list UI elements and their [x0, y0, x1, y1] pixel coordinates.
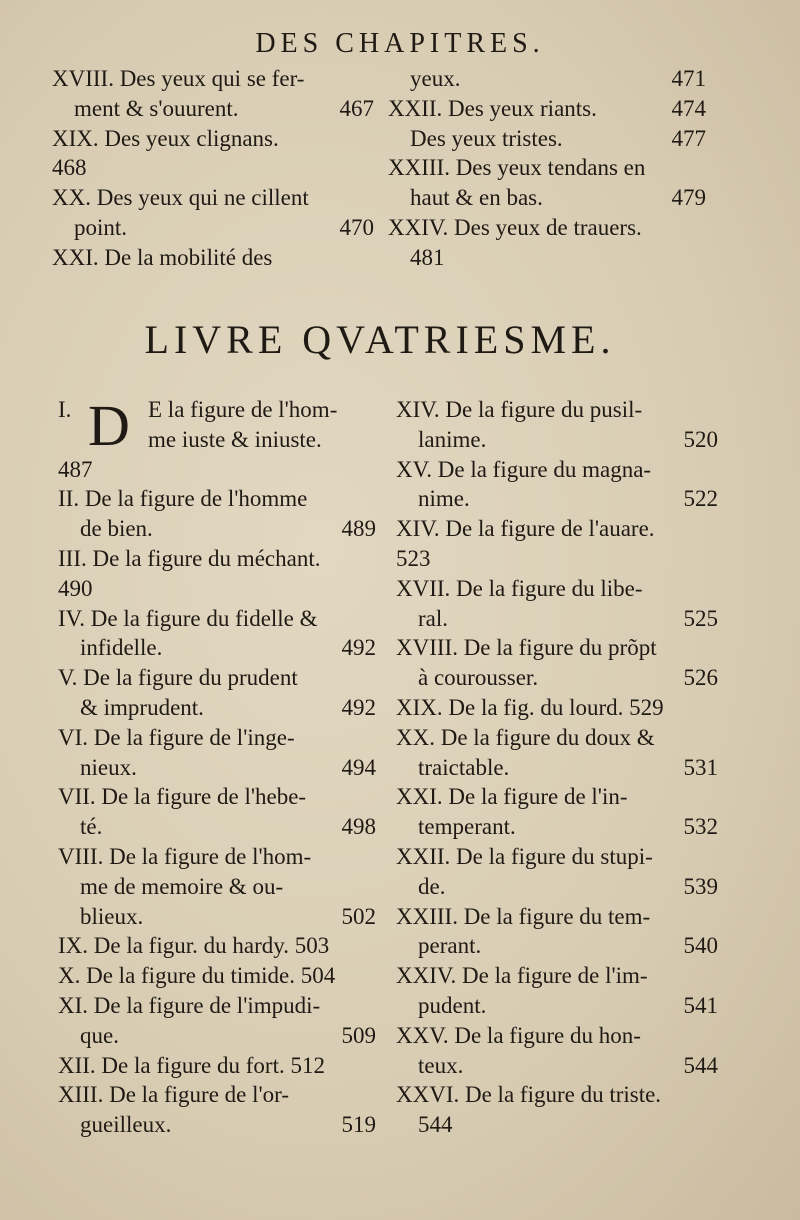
toc-line [52, 94, 374, 124]
page-number: 520 [683, 426, 718, 452]
entry-text: nieux. [80, 754, 137, 780]
entry-text: XIV. De la figure du pusil- [396, 397, 643, 422]
page-number: 474 [671, 95, 706, 121]
page-number: 544 [683, 1052, 718, 1078]
toc-line [388, 243, 706, 273]
entry-text: ment & s'ouurent. [74, 95, 239, 121]
toc-line [52, 213, 374, 243]
entry-text: infidelle. [80, 635, 163, 661]
page-number: 477 [671, 125, 706, 151]
entry-text: pudent. [418, 992, 487, 1018]
running-header: DES CHAPITRES. [255, 28, 545, 59]
page-number: 492 [341, 694, 376, 720]
toc-line [58, 782, 376, 812]
page-number: 489 [341, 516, 376, 542]
toc-line [396, 574, 718, 604]
page-number: 522 [683, 486, 718, 512]
page-number: 467 [339, 95, 374, 121]
entry-text: XVIII. Des yeux qui se fer- [52, 66, 305, 91]
toc-line [396, 902, 718, 932]
page-number: 540 [683, 933, 718, 959]
entry-text: XXI. De la figure de l'in- [396, 784, 628, 810]
entry-text: XXIV. De la figure de l'im- [396, 963, 648, 989]
toc-line [58, 1110, 376, 1140]
toc-line [396, 812, 718, 842]
toc-column-top-right [388, 64, 706, 273]
toc-line [396, 1110, 718, 1140]
entry-text: XX. De la figure du doux & [396, 724, 655, 750]
toc-line [58, 693, 376, 723]
toc-line [396, 723, 718, 753]
page-number: 471 [671, 66, 706, 91]
entry-text: temperant. [418, 814, 516, 840]
toc-line [396, 842, 718, 872]
page-number: 539 [683, 873, 718, 899]
drop-cap: D [88, 393, 130, 458]
entry-text: blieux. [80, 903, 144, 929]
toc-line [58, 484, 376, 514]
page-number: 502 [341, 903, 376, 929]
page-number: 532 [683, 814, 718, 840]
toc-line [396, 961, 718, 991]
toc-line [58, 723, 376, 753]
entry-text: 544 [418, 1112, 453, 1138]
page-number: 498 [341, 814, 376, 840]
toc-line [58, 931, 376, 961]
entry-text: 523 [396, 545, 431, 571]
toc-line [58, 961, 376, 991]
entry-text: XIX. Des yeux clignans. [52, 125, 279, 151]
entry-text: V. De la figure du prudent [58, 665, 298, 691]
entry-text: VII. De la figure de l'hebe- [58, 784, 307, 810]
page-number: 492 [341, 635, 376, 661]
toc-line [58, 872, 376, 902]
entry-text: IX. De la figur. du hardy. 503 [58, 933, 330, 959]
toc-line [396, 1051, 718, 1081]
toc-line [396, 782, 718, 812]
toc-line [58, 1080, 376, 1110]
toc-line [396, 633, 718, 663]
entry-text: XIV. De la figure de l'auare. [396, 516, 655, 542]
entry-text: XX. Des yeux qui ne cillent [52, 185, 309, 211]
entry-line: me iuste & iniuste. [148, 426, 322, 452]
toc-line [58, 902, 376, 932]
toc-line [58, 1021, 376, 1051]
toc-line [396, 753, 718, 783]
page-number: 526 [683, 665, 718, 691]
page-number: 509 [341, 1022, 376, 1048]
entry-text: VIII. De la figure de l'hom- [58, 843, 312, 869]
entry-text: XXII. De la figure du stupi- [396, 843, 653, 869]
section-title: LIVRE QVATRIESME. [144, 317, 616, 362]
toc-line [396, 693, 718, 723]
toc-line [396, 425, 718, 455]
entry-number: I. [58, 397, 72, 422]
entry-text: à courousser. [418, 665, 539, 691]
toc-line [58, 455, 376, 485]
toc-column-bottom-left [58, 395, 376, 1140]
entry-text: yeux. [410, 66, 461, 91]
toc-line [388, 94, 706, 124]
entry-text: té. [80, 814, 103, 840]
entry-text: XXIV. Des yeux de trauers. [388, 214, 642, 240]
entry-text: 487 [58, 456, 93, 482]
entry-text: VI. De la figure de l'inge- [58, 724, 295, 750]
entry-text: de bien. [80, 516, 153, 542]
first-entry [58, 393, 376, 458]
toc-line [58, 544, 376, 574]
page-number: 479 [671, 185, 706, 211]
toc-line [396, 991, 718, 1021]
toc-line [58, 663, 376, 693]
entry-text: XIII. De la figure de l'or- [58, 1082, 290, 1108]
entry-text: gueilleux. [80, 1112, 172, 1138]
entry-text: 490 [58, 575, 93, 601]
toc-line [58, 633, 376, 663]
entry-text: XVII. De la figure du libe- [396, 575, 643, 601]
toc-line [52, 64, 374, 94]
entry-text: lanime. [418, 426, 487, 452]
entry-text: & imprudent. [80, 694, 204, 720]
toc-line [396, 514, 718, 544]
page-number: 519 [341, 1112, 376, 1138]
entry-text: IV. De la figure du fidelle & [58, 605, 318, 631]
entry-text: XXIII. De la figure du tem- [396, 903, 651, 929]
entry-text: 468 [52, 155, 87, 181]
entry-list [58, 455, 376, 1140]
toc-line [58, 604, 376, 634]
entry-text: XII. De la figure du fort. 512 [58, 1052, 325, 1078]
entry-text: perant. [418, 933, 482, 959]
entry-text: XXIII. Des yeux tendans en [388, 155, 646, 181]
toc-line [52, 243, 374, 273]
entry-text: 481 [410, 244, 445, 270]
page-number: 531 [683, 754, 718, 780]
toc-line [396, 1080, 718, 1110]
page-number: 525 [683, 605, 718, 631]
toc-line [58, 842, 376, 872]
toc-line [396, 931, 718, 961]
toc-line [388, 213, 706, 243]
toc-line [396, 1021, 718, 1051]
toc-column-top-left [52, 64, 374, 273]
entry-text: XI. De la figure de l'impudi- [58, 992, 321, 1018]
entry-text: point. [74, 214, 128, 240]
entry-text: de. [418, 873, 446, 899]
entry-text: XXII. Des yeux riants. [388, 95, 597, 121]
toc-line [58, 753, 376, 783]
toc-line [396, 872, 718, 902]
toc-column-bottom-right [396, 395, 718, 1140]
entry-text: ral. [418, 605, 449, 631]
toc-line [396, 484, 718, 514]
entry-text: que. [80, 1022, 119, 1048]
toc-line [396, 544, 718, 574]
entry-text: traictable. [418, 754, 510, 780]
toc-line [58, 812, 376, 842]
entry-text: teux. [418, 1052, 464, 1078]
entry-text: XXVI. De la figure du triste. [396, 1082, 662, 1108]
entry-text: X. De la figure du timide. 504 [58, 963, 336, 989]
toc-line [388, 64, 706, 94]
toc-line [396, 604, 718, 634]
toc-line [396, 663, 718, 693]
toc-line [52, 124, 374, 154]
entry-text: XXI. De la mobilité des [52, 244, 273, 270]
toc-line [52, 183, 374, 213]
entry-text: XVIII. De la figure du prõpt [396, 635, 657, 661]
toc-line [58, 574, 376, 604]
entry-text: haut & en bas. [410, 185, 543, 211]
entry-text: me de memoire & ou- [80, 873, 284, 899]
toc-line [58, 1051, 376, 1081]
entry-text: XIX. De la fig. du lourd. 529 [396, 694, 664, 720]
entry-text: III. De la figure du méchant. [58, 545, 321, 571]
page-number: 470 [339, 214, 374, 240]
page-number: 541 [683, 992, 718, 1018]
entry-line: E la figure de l'hom- [148, 397, 338, 422]
toc-line [58, 514, 376, 544]
toc-line [388, 153, 706, 183]
toc-line [388, 124, 706, 154]
toc-line [388, 183, 706, 213]
entry-text: Des yeux tristes. [410, 125, 563, 151]
entry-text: XV. De la figure du magna- [396, 456, 652, 482]
toc-line [396, 395, 718, 425]
entry-text: nime. [418, 486, 470, 512]
toc-line [396, 455, 718, 485]
entry-text: XXV. De la figure du hon- [396, 1022, 641, 1048]
toc-line [52, 153, 374, 183]
page-number: 494 [341, 754, 376, 780]
entry-text: II. De la figure de l'homme [58, 486, 308, 512]
toc-line [58, 991, 376, 1021]
